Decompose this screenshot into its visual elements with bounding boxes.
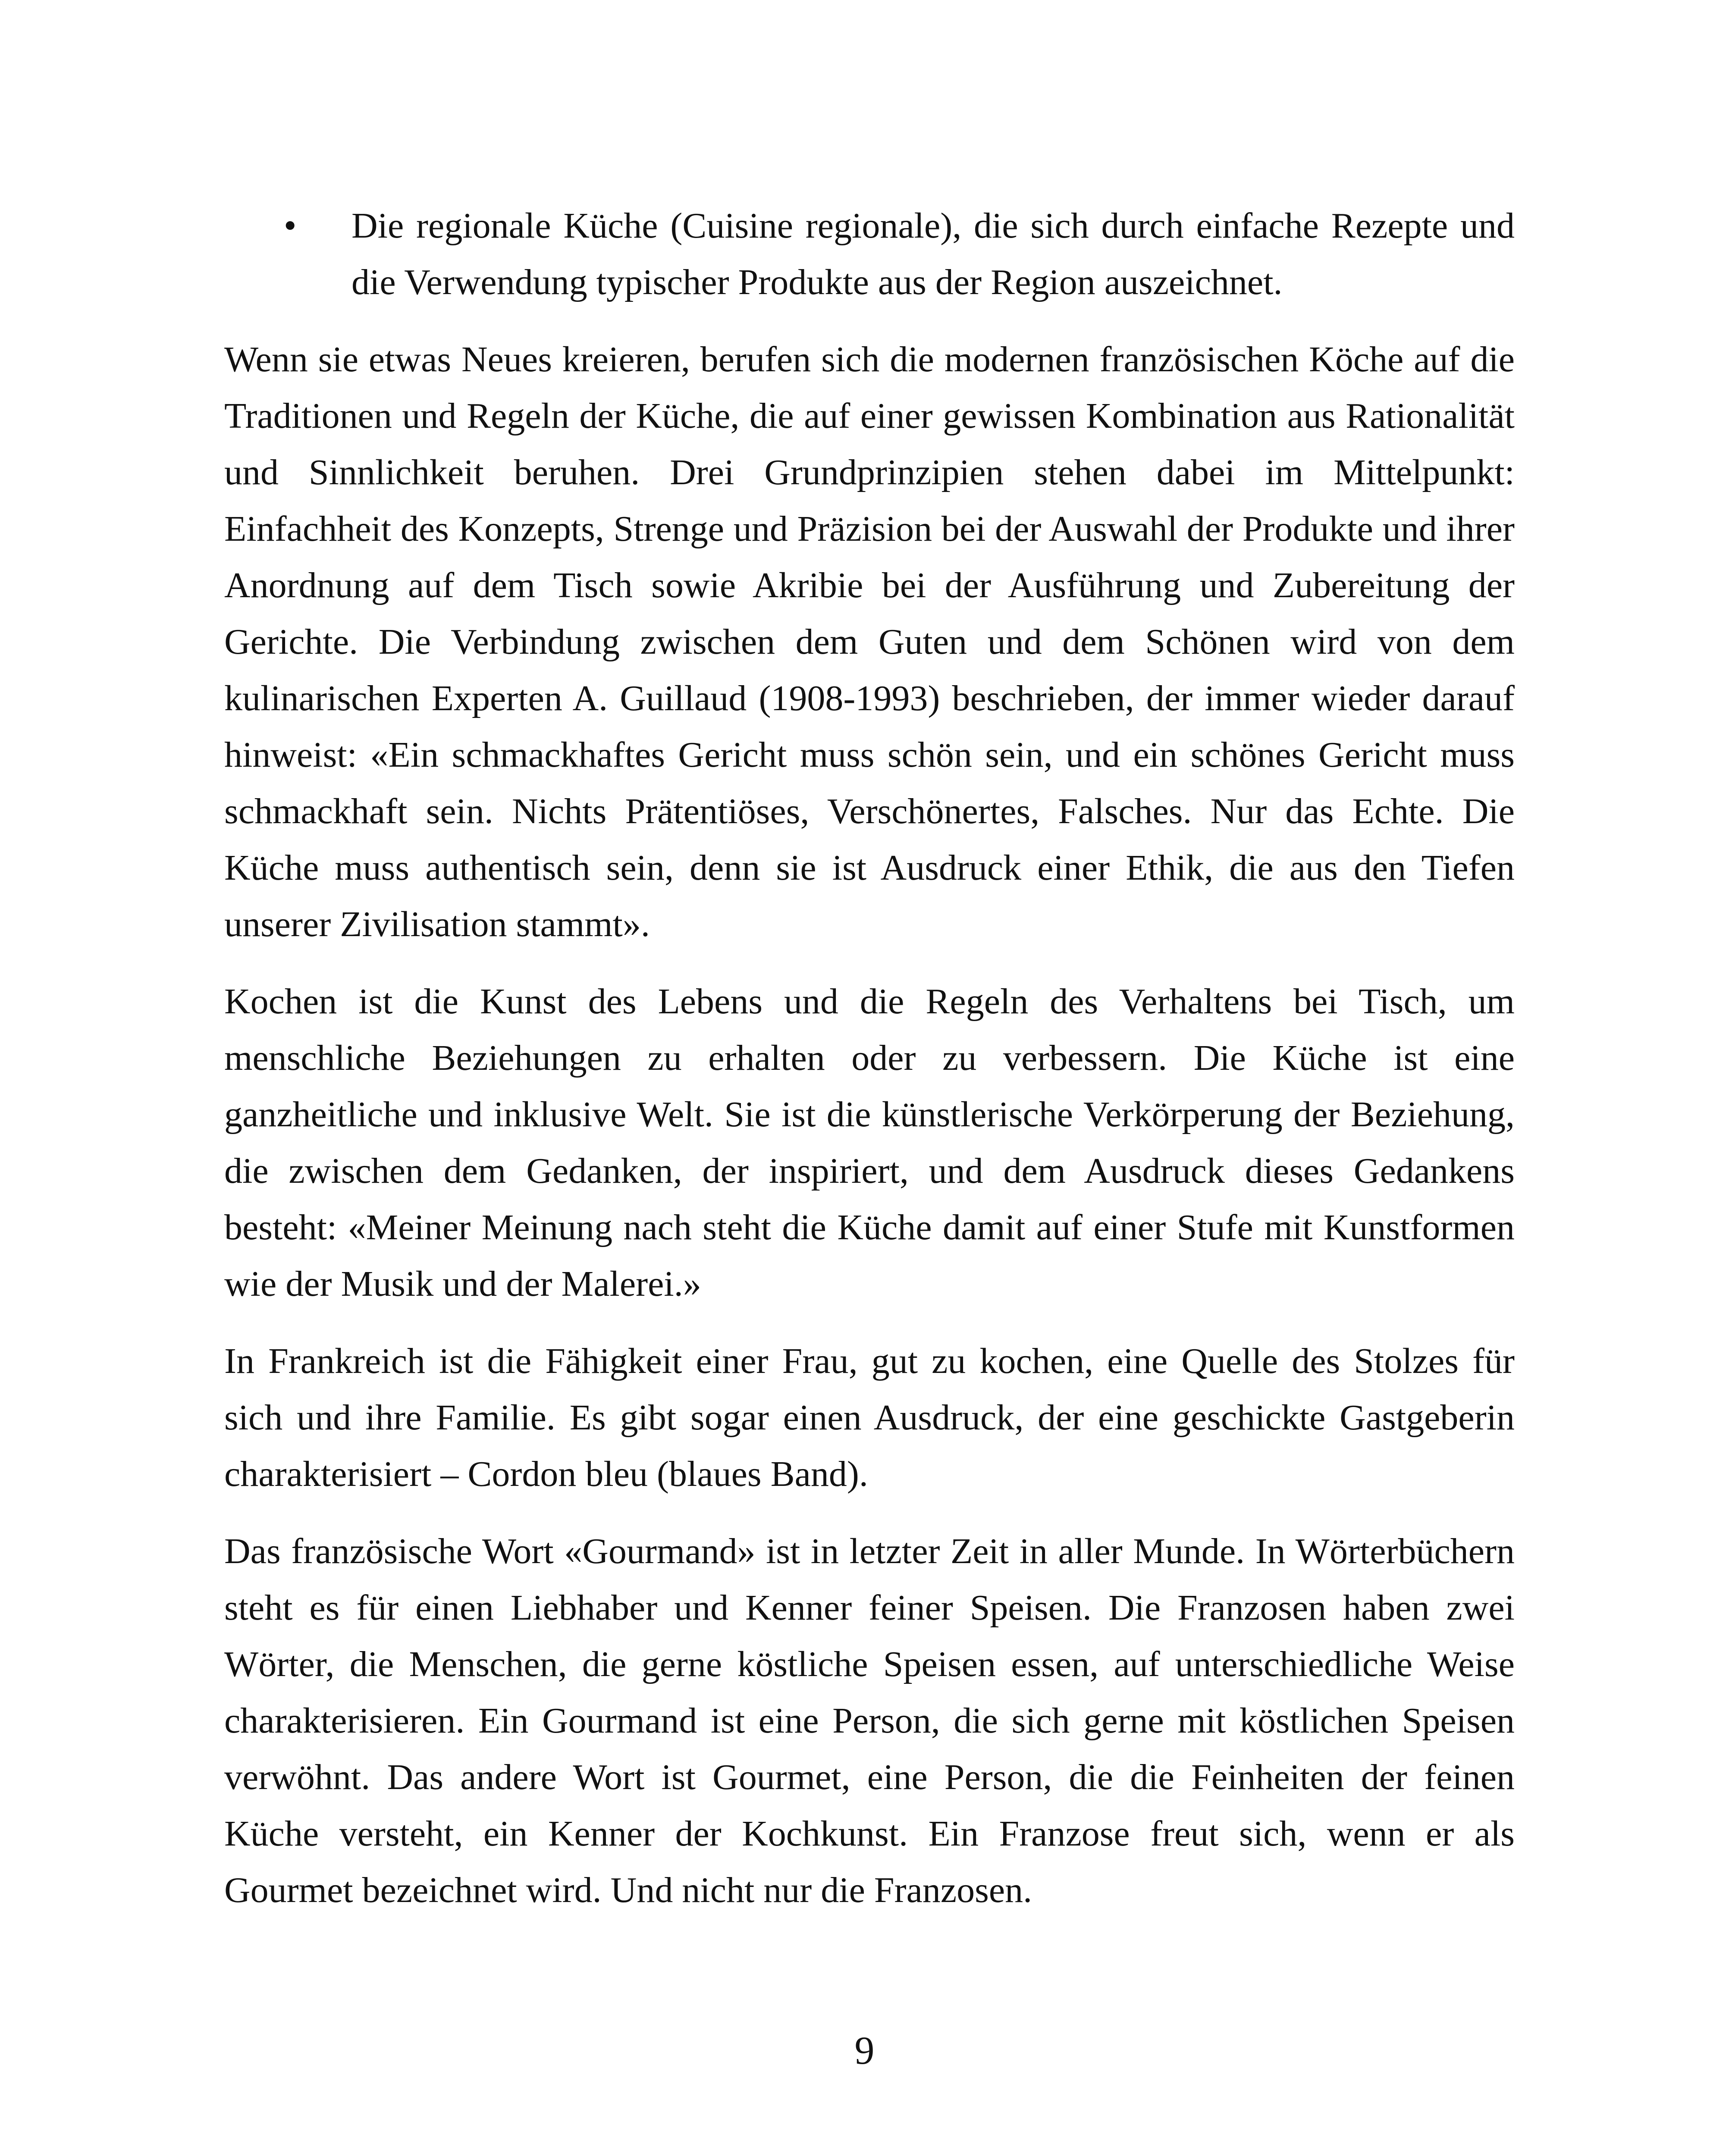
- bullet-text: Die regionale Küche (Cuisine regionale), die sich durch einfache Rezepte und die Verwendung typischer Produkte aus der Region auszeichnet.: [351, 206, 1515, 302]
- paragraph-gourmand-gourmet: Das französische Wort «Gourmand» ist in letzter Zeit in aller Munde. In Wörterbüchern steht es für einen Liebhaber und Kenner feiner Speisen. Die Franzosen haben zwei Wörter, die Menschen, die gerne köstliche Speisen essen, auf unterschiedliche Weise charakterisieren. Ein Gourmand ist eine Person, die sich gerne mit köstlichen Speisen verwöhnt. Das andere Wort ist Gourmet, eine Person, die die Feinheiten der feinen Küche versteht, ein Kenner der Kochkunst. Ein Franzose freut sich, wenn er als Gourmet bezeichnet wird. Und nicht nur die Franzosen.: [224, 1531, 1515, 1910]
- body-text: [224, 197, 1515, 1939]
- bullet-marker: •: [284, 206, 297, 246]
- page-number: 9: [854, 2028, 875, 2072]
- paragraph-french-chefs-principles: Wenn sie etwas Neues kreieren, berufen sich die modernen französischen Köche auf die Traditionen und Regeln der Küche, die auf einer gewissen Kombination aus Rationalität und Sinnlichkeit beruhen. Drei Grundprinzipien stehen dabei im Mittelpunkt: Einfachheit des Konzepts, Strenge und Präzision bei der Auswahl der Produkte und ihrer Anordnung auf dem Tisch sowie Akribie bei der Ausführung und Zubereitung der Gerichte. Die Verbindung zwischen dem Guten und dem Schönen wird von dem kulinarischen Experten A. Guillaud (1908-1993) beschrieben, der immer wieder darauf hinweist: «Ein schmackhaftes Gericht muss schön sein, und ein schönes Gericht muss schmackhaft sein. Nichts Prätentiöses, Verschönertes, Falsches. Nur das Echte. Die Küche muss authentisch sein, denn sie ist Ausdruck einer Ethik, die aus den Tiefen unserer Zivilisation stammt».: [224, 339, 1515, 944]
- paragraph-cooking-as-art: Kochen ist die Kunst des Lebens und die Regeln des Verhaltens bei Tisch, um menschliche Beziehungen zu erhalten oder zu verbessern. Die Küche ist eine ganzheitliche und inklusive Welt. Sie ist die künstlerische Verkörperung der Beziehung, die zwischen dem Gedanken, der inspiriert, und dem Ausdruck dieses Gedankens besteht: «Meiner Meinung nach steht die Küche damit auf einer Stufe mit Kunstformen wie der Musik und der Malerei.»: [224, 981, 1515, 1304]
- bullet-list-item: [224, 197, 1515, 310]
- paragraph-cordon-bleu: In Frankreich ist die Fähigkeit einer Frau, gut zu kochen, eine Quelle des Stolzes für sich und ihre Familie. Es gibt sogar einen Ausdruck, der eine geschickte Gastgeberin charakterisiert – Cordon bleu (blaues Band).: [224, 1341, 1515, 1494]
